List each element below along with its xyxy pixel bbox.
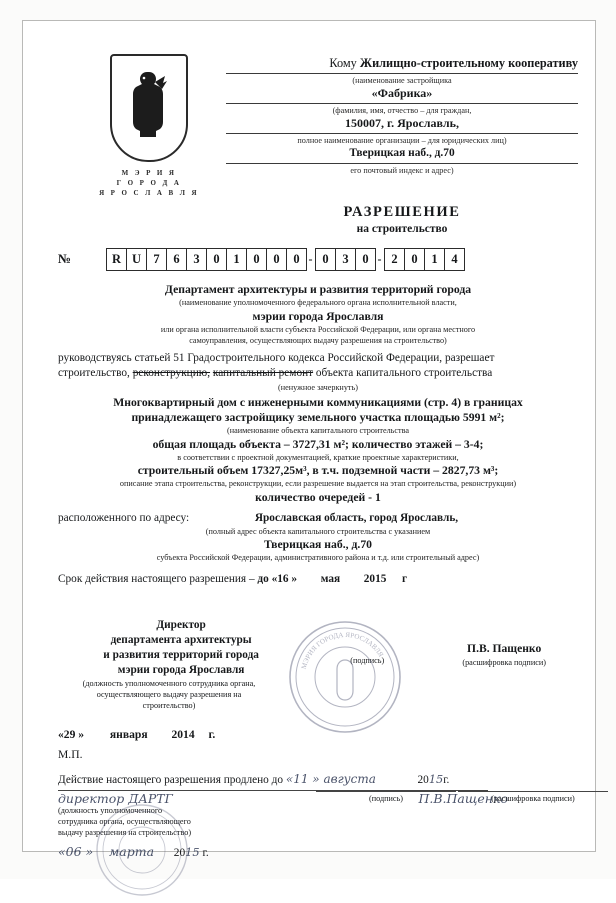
prolongation-hand-date: «11 » августа (285, 772, 376, 786)
validity-day-wrap: «16 » (271, 572, 298, 585)
permit-number-cell: 1 (226, 248, 247, 271)
object-line-1: Многоквартирный дом с инженерными коммуникациями (стр. 4) в границах (113, 396, 523, 409)
permit-number-label: № (58, 251, 72, 266)
emblem-shield-icon (110, 54, 188, 162)
signer-position-note: (должность уполномоченного сотрудника органа, осуществляющего выдачу разрешения на строительство) (82, 679, 256, 710)
addressee-note-3: полное наименование организации – для юридических лиц) (297, 136, 507, 145)
specs-line-2: строительный объем 17327,25м³, в т.ч. подземной части – 2827,73 м³; (137, 464, 499, 477)
addressee-note-4: его почтовый индекс и адрес) (350, 166, 454, 175)
developer-address: Тверицкая наб., д.70 (349, 147, 455, 159)
action-reconstruction: реконструкцию, (132, 367, 211, 379)
prolongation-name-caption-block (458, 790, 608, 803)
location-note-1: (полный адрес объекта капитального строительства с указанием (205, 526, 431, 536)
permit-number-cell: 0 (315, 248, 336, 271)
permit-number-cell: 0 (404, 248, 425, 271)
authority-note-3: самоуправления, осуществляющих выдачу разрешения на строительство) (189, 336, 447, 345)
permit-number-cell: 4 (444, 248, 465, 271)
developer-name: «Фабрика» (371, 86, 433, 100)
signer-position-line-3: и развития территорий города (103, 649, 259, 661)
prolongation-note-line-1: (должность уполномоченного (58, 806, 163, 815)
prolongation-last-year2: 15 (185, 845, 200, 859)
document-title (226, 204, 578, 235)
prolongation-block (58, 772, 578, 838)
permit-number-cell: 3 (186, 248, 207, 271)
permit-number-cell: 0 (246, 248, 267, 271)
permit-number-boxes (106, 248, 464, 271)
specs-note-1: в соответствии с проектной документацией, краткие проектные характеристики, (177, 452, 459, 462)
permit-number-dash: - (308, 252, 313, 266)
emblem-caption-line-2: Г О Р О Д А (116, 179, 182, 187)
validity-month: мая (320, 572, 341, 585)
prolongation-year: 20 (417, 774, 429, 786)
validity-prefix: Срок действия настоящего разрешения – (58, 572, 255, 585)
signer-position-line-2: департамента архитектуры (110, 634, 252, 646)
prolongation-name-rule (458, 790, 608, 792)
signer-name: П.В. Пащенко (467, 642, 542, 655)
city-emblem (94, 54, 204, 219)
signer-position-line-1: Директор (156, 619, 206, 631)
permit-number-cell: 3 (335, 248, 356, 271)
permit-number-cell: U (126, 248, 147, 271)
validity-year-prefix: 20 (363, 572, 376, 585)
signature-caption: (подпись) (350, 656, 385, 665)
authority-note-1: (наименование уполномоченного федерального органа исполнительной власти, (179, 298, 457, 307)
permit-number-cell: 0 (206, 248, 227, 271)
permit-number-cell: 1 (424, 248, 445, 271)
addressee-value: Жилищно-строительному кооперативу (359, 56, 578, 70)
authority-name-2: мэрии города Ярославля (252, 309, 384, 323)
permit-number-row (58, 248, 578, 272)
signature-date-day: 29 (63, 728, 76, 741)
prolongation-year2: 15 (428, 773, 444, 786)
mp-mark: М.П. (58, 748, 83, 761)
prolongation-hand-name: П.В.Пащенко (418, 791, 509, 806)
emblem-caption (94, 168, 204, 198)
addressee-line (226, 56, 578, 71)
permit-number-cell: 0 (286, 248, 307, 271)
specs-note-2: описание этапа строительства, реконструкции, если разрешение выдается на этап строительства, реконструкции) (119, 479, 517, 488)
location-value-2: Тверицкая наб., д.70 (263, 538, 373, 551)
location-label: расположенного по адресу: (58, 511, 190, 524)
addressee-block (226, 56, 578, 176)
official-stamp (286, 618, 404, 736)
prolongation-last-month: марта (108, 844, 155, 859)
prolongation-sign-caption-block (316, 790, 456, 803)
addressee-note-1: (наименование застройщика (352, 76, 452, 85)
location-note-2: субъекта Российской Федерации, административного района и т.д. или строительный адрес) (156, 553, 480, 562)
signature-date-month: января (109, 728, 148, 741)
queues-count: количество очередей - 1 (255, 490, 381, 504)
divider-2 (226, 102, 578, 104)
object-line-2: принадлежащего застройщику земельного участка площадью 5991 м²; (131, 411, 505, 424)
action-construction: строительство, (58, 367, 130, 379)
signature-date-line: «29 » января 2014 г. (58, 728, 216, 741)
permit-number-cell: 0 (266, 248, 287, 271)
prolongation-last-date (58, 844, 209, 859)
emblem-caption-line-1: М Э Р И Я (121, 169, 177, 177)
permit-number-cell: R (106, 248, 127, 271)
specs-line-1: общая площадь объекта – 3727,31 м²; количество этажей – 3-4; (152, 437, 484, 451)
prolongation-note-line-2: сотрудника органа, осуществляющего (58, 817, 191, 826)
svg-text:МЭРИЯ ГОРОДА ЯРОСЛАВЛЯ: МЭРИЯ ГОРОДА ЯРОСЛАВЛЯ (299, 630, 385, 671)
document-body (58, 282, 578, 587)
prolongation-text: Действие настоящего разрешения продлено до (58, 774, 284, 786)
signer-position-line-4: мэрии города Ярославля (117, 664, 245, 676)
signer-name-caption: (расшифровка подписи) (462, 658, 546, 667)
title-sub: на строительство (356, 223, 448, 235)
authority-note-2: или органа исполнительной власти субъекта Российской Федерации, или органа местного (160, 324, 476, 334)
location-row (58, 511, 578, 526)
prolongation-last-year: 20 (173, 847, 186, 859)
signature-date-year2: 14 (183, 728, 195, 741)
signer-position (58, 618, 304, 711)
permit-number-cell: 7 (146, 248, 167, 271)
validity-until: до (257, 572, 269, 585)
action-tail: объекта капитального строительства (315, 367, 493, 379)
validity-row (58, 572, 578, 587)
prolongation-g: г. (443, 774, 450, 786)
divider-4 (226, 162, 578, 164)
strike-note: (ненужное зачеркнуть) (278, 382, 358, 392)
prolongation-name-caption: (расшифровка подписи) (491, 794, 575, 803)
prolongation-sign-caption: (подпись) (369, 794, 403, 803)
legal-clause: руководствуясь статьей 51 Градостроительного кодекса Российской Федерации, разрешает (58, 351, 495, 364)
prolongation-sign-rule (316, 790, 456, 792)
permit-number-cell: 0 (355, 248, 376, 271)
signature-block (58, 618, 578, 711)
permit-number-cell: 2 (384, 248, 405, 271)
prolongation-last-day: «06 » (58, 844, 94, 859)
action-line (58, 366, 578, 382)
developer-index: 150007, г. Ярославль, (345, 116, 459, 130)
permit-number-cell: 6 (166, 248, 187, 271)
validity-day: 16 (277, 572, 289, 585)
prolongation-note-line-3: выдачу разрешения на строительство) (58, 828, 192, 837)
addressee-note-2: (фамилия, имя, отчество – для граждан, (332, 106, 472, 115)
authority-name: Департамент архитектуры и развития территорий города (164, 283, 472, 296)
bear-icon (127, 68, 171, 142)
validity-year-suffix: 15 (375, 572, 387, 585)
signature-date-year: 20 (171, 728, 184, 741)
title-main: РАЗРЕШЕНИЕ (343, 204, 461, 220)
location-value-1: Ярославская область, город Ярославль, (254, 511, 459, 524)
prolongation-hand-position: директор ДАРТГ (58, 791, 173, 806)
stamp-icon (286, 618, 404, 736)
prolongation-line (58, 772, 578, 788)
signature-date-g: г. (208, 728, 216, 741)
divider-3 (226, 132, 578, 134)
addressee-label: Кому (329, 56, 357, 70)
object-note: (наименование объекта капитального строительства (226, 426, 410, 435)
divider-1 (226, 72, 578, 74)
validity-g: г (402, 572, 408, 585)
emblem-caption-line-3: Я Р О С Л А В Л Я (99, 189, 199, 197)
action-capital-repair: капитальный ремонт (212, 367, 314, 379)
prolongation-last-g: г. (202, 847, 209, 859)
signer-name-block (430, 618, 578, 711)
permit-number-dash: - (377, 252, 382, 266)
document-sheet (30, 26, 586, 859)
